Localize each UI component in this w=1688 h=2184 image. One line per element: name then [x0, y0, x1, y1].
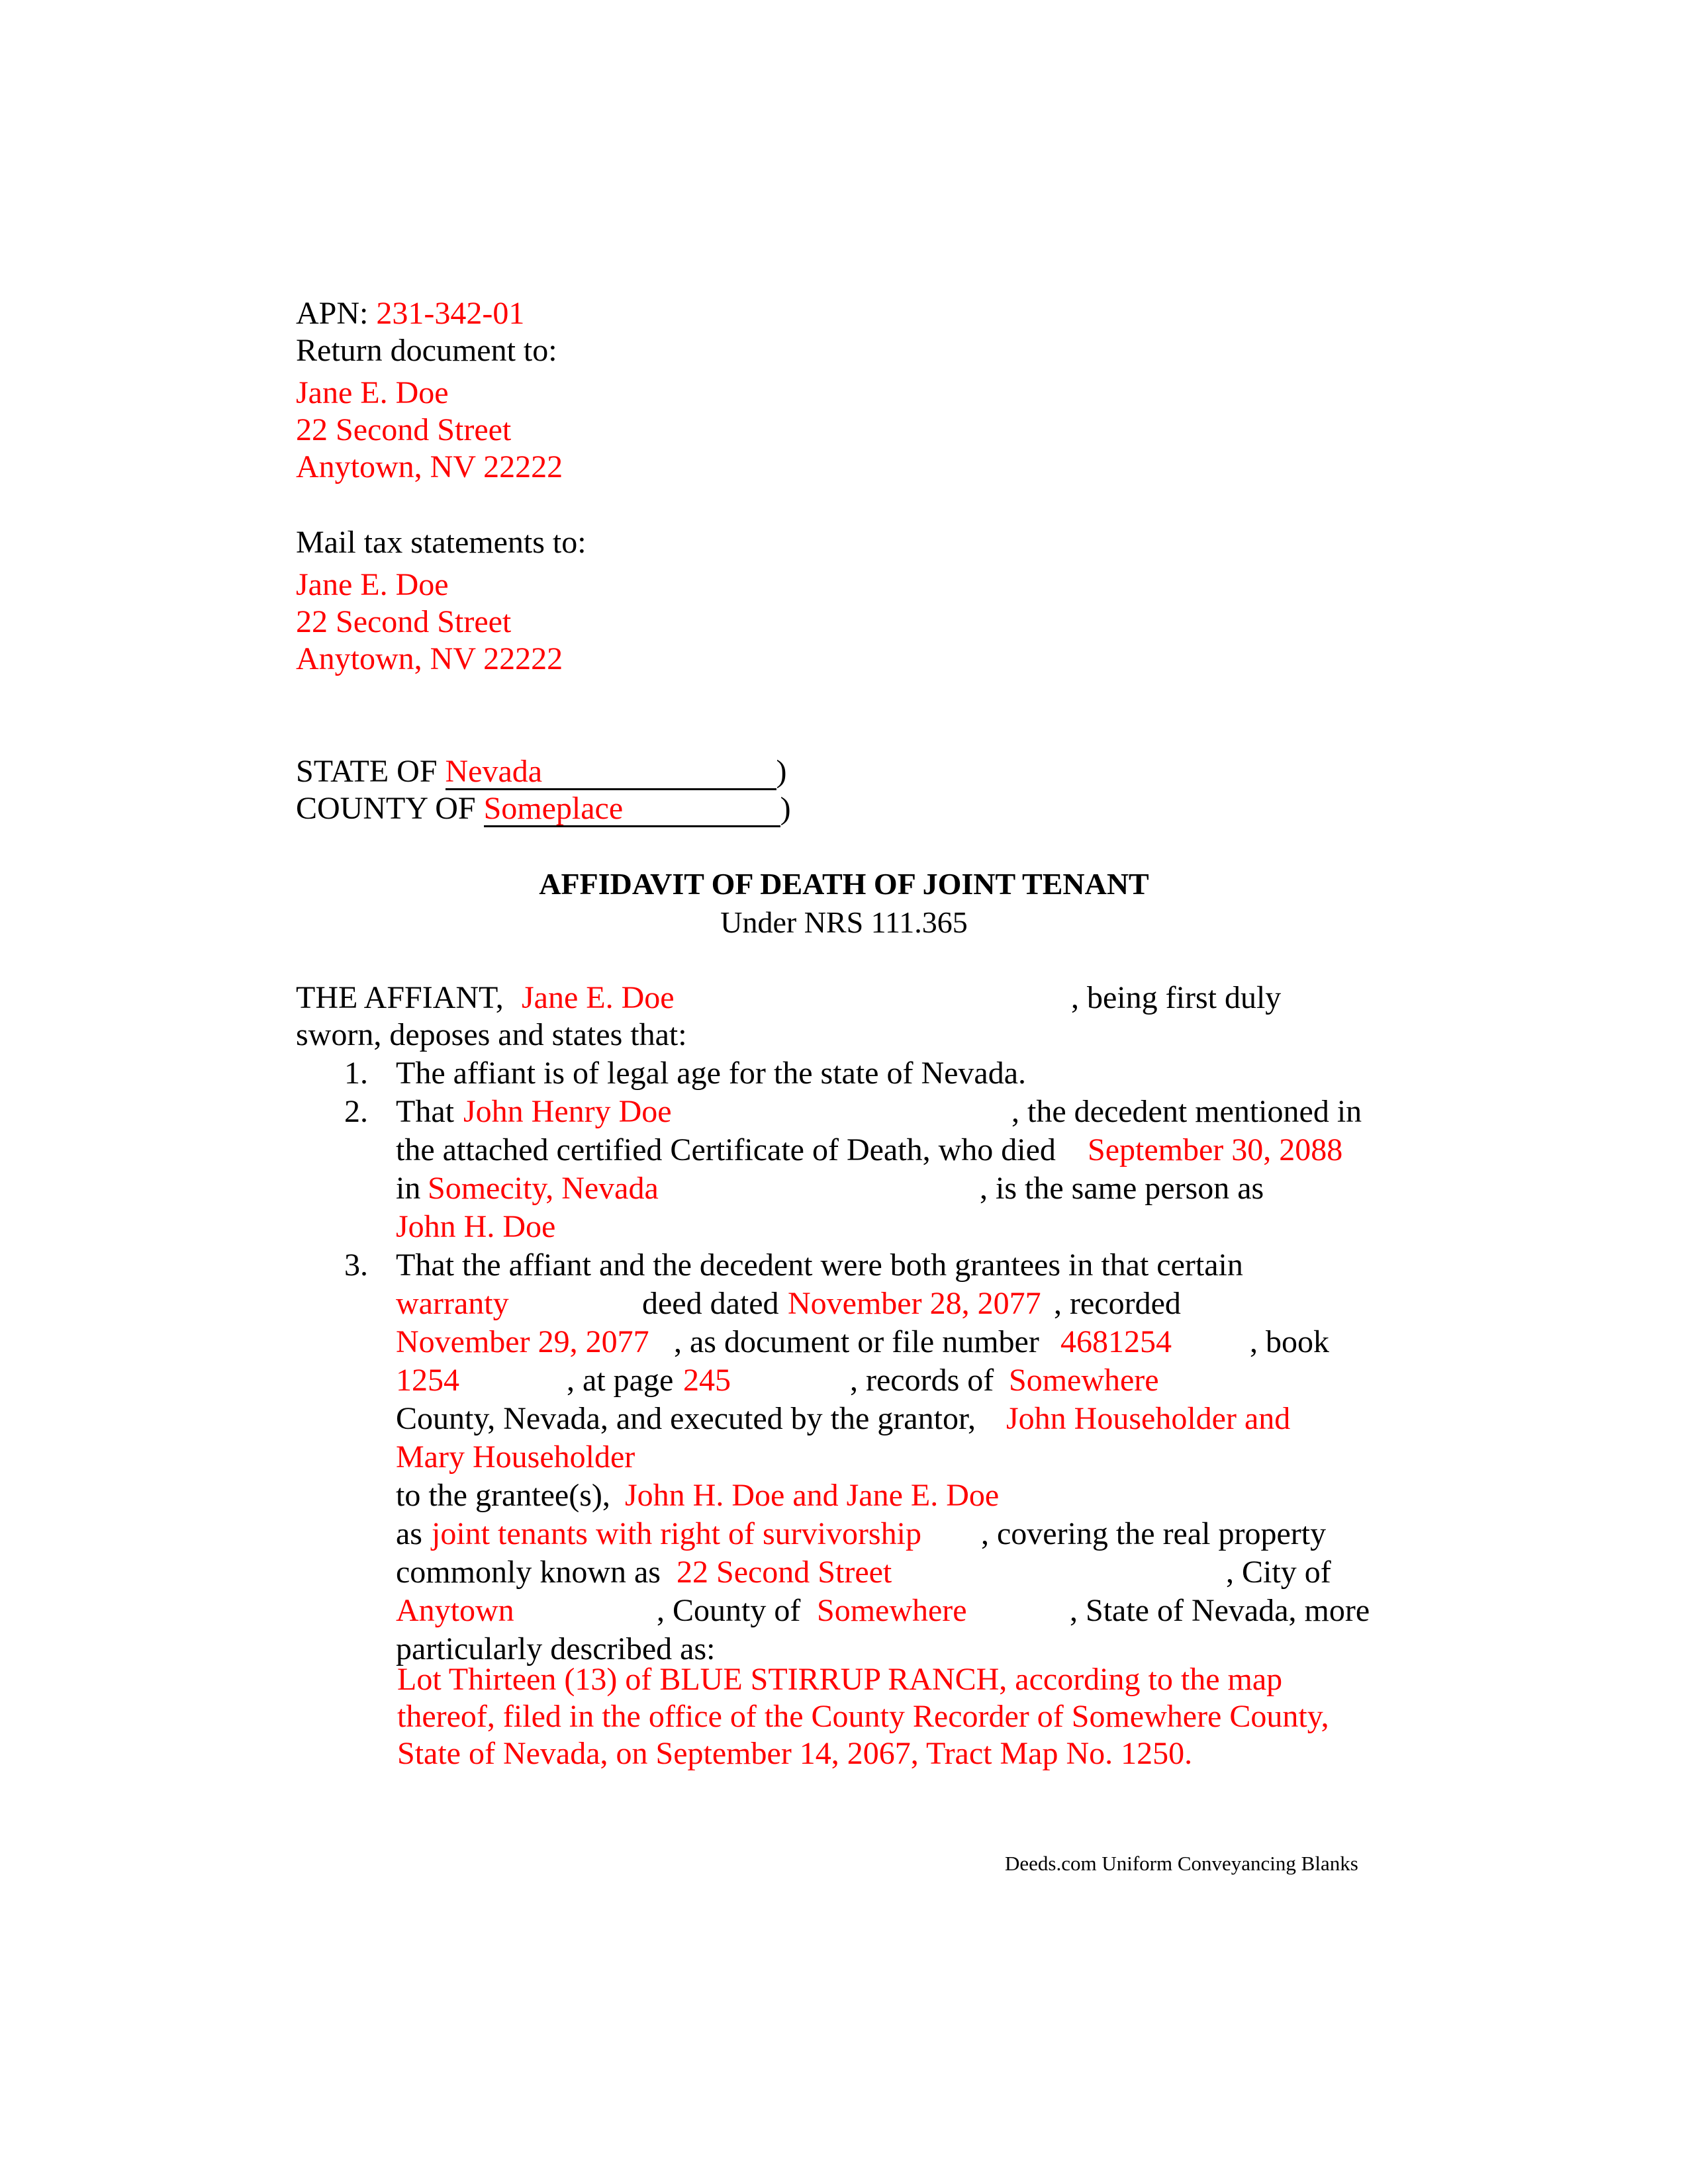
mail-name: Jane E. Doe: [296, 567, 449, 602]
return-label: Return document to:: [296, 333, 557, 368]
item3-covering: , covering the real property: [981, 1516, 1327, 1551]
legal-line3: State of Nevada, on September 14, 2067, Tract Map No. 1250.: [397, 1736, 1193, 1771]
item2-same: , is the same person as: [980, 1171, 1264, 1206]
item3-executed: County, Nevada, and executed by the grantor,: [396, 1401, 976, 1436]
mail-street: 22 Second Street: [296, 604, 512, 639]
mail-tax-block: [296, 524, 586, 678]
venue-county: [296, 790, 791, 827]
decedent-alias: John H. Doe: [396, 1209, 556, 1244]
item3-number: 3.: [344, 1248, 368, 1283]
item3-described: particularly described as:: [396, 1631, 716, 1666]
item3-deed-dated: deed dated: [642, 1286, 779, 1321]
item3-city-of: , City of: [1226, 1555, 1331, 1590]
document-title: AFFIDAVIT OF DEATH OF JOINT TENANT: [539, 867, 1149, 901]
legal-line2: thereof, filed in the office of the County Recorder of Somewhere County,: [397, 1699, 1329, 1734]
state-label: STATE OF: [296, 754, 438, 789]
item3-as: as: [396, 1516, 422, 1551]
grantor-line2: Mary Householder: [396, 1439, 635, 1475]
affiant-name: Jane E. Doe: [522, 980, 675, 1015]
apn-value: 231-342-01: [376, 296, 525, 331]
property-street: 22 Second Street: [677, 1555, 892, 1590]
grantee-names: John H. Doe and Jane E. Doe: [625, 1478, 1000, 1513]
legal-line1: Lot Thirteen (13) of BLUE STIRRUP RANCH, according to the map: [397, 1662, 1283, 1697]
footer-text: Deeds.com Uniform Conveyancing Blanks: [1005, 1852, 1358, 1875]
item2-that: That: [396, 1094, 454, 1129]
item3-as-doc: , as document or file number: [674, 1324, 1039, 1359]
state-paren: ): [776, 754, 787, 789]
decedent-name: John Henry Doe: [463, 1094, 672, 1129]
mail-city: Anytown, NV 22222: [296, 641, 563, 676]
return-street: 22 Second Street: [296, 412, 512, 447]
item3-known-as: commonly known as: [396, 1555, 661, 1590]
property-county: Somewhere: [817, 1593, 967, 1628]
deed-date: November 28, 2077: [788, 1286, 1041, 1321]
item3-state-more: , State of Nevada, more: [1070, 1593, 1370, 1628]
document-subtitle: Under NRS 111.365: [720, 905, 968, 939]
item3-to-grantees: to the grantee(s),: [396, 1478, 610, 1513]
item3-line1: That the affiant and the decedent were both grantees in that certain: [396, 1248, 1243, 1283]
intro-suffix: , being first duly: [1071, 980, 1282, 1015]
item3-book-label: , book: [1250, 1324, 1329, 1359]
records-county: Somewhere: [1009, 1363, 1159, 1398]
document-number: 4681254: [1060, 1324, 1172, 1359]
return-city: Anytown, NV 22222: [296, 449, 563, 484]
recording-header: [296, 295, 563, 486]
recorded-date: November 29, 2077: [396, 1324, 649, 1359]
item1-number: 1.: [344, 1056, 368, 1091]
item3-records-of: , records of: [850, 1363, 994, 1398]
state-value: Nevada: [445, 755, 776, 790]
property-city: Anytown: [396, 1593, 514, 1628]
item3-at-page: , at page: [567, 1363, 674, 1398]
county-paren: ): [780, 791, 791, 826]
item3-county-of: , County of: [657, 1593, 801, 1628]
venue-state: [296, 753, 787, 790]
apn-label: APN:: [296, 296, 369, 331]
item2-number: 2.: [344, 1094, 368, 1129]
tenancy-type: joint tenants with right of survivorship: [432, 1516, 921, 1551]
intro-line2: sworn, deposes and states that:: [296, 1017, 687, 1052]
item2-attached: the attached certified Certificate of Death, who died: [396, 1132, 1056, 1167]
death-place: Somecity, Nevada: [428, 1171, 659, 1206]
return-name: Jane E. Doe: [296, 375, 449, 410]
death-date: September 30, 2088: [1088, 1132, 1343, 1167]
mail-label: Mail tax statements to:: [296, 525, 586, 560]
apn-line: [296, 295, 563, 332]
item2-mentioned: , the decedent mentioned in: [1011, 1094, 1362, 1129]
county-label: COUNTY OF: [296, 791, 476, 826]
legal-description: [397, 1661, 1329, 1772]
county-value: Someplace: [484, 792, 780, 827]
item1-text: The affiant is of legal age for the state of Nevada.: [396, 1056, 1027, 1091]
item3-recorded: , recorded: [1054, 1286, 1181, 1321]
book-number: 1254: [396, 1363, 459, 1398]
deed-type: warranty: [396, 1286, 509, 1321]
grantor-line1: John Householder and: [1006, 1401, 1291, 1436]
page-number: 245: [683, 1363, 731, 1398]
item2-in: in: [396, 1171, 421, 1206]
intro-prefix: THE AFFIANT,: [296, 980, 504, 1015]
